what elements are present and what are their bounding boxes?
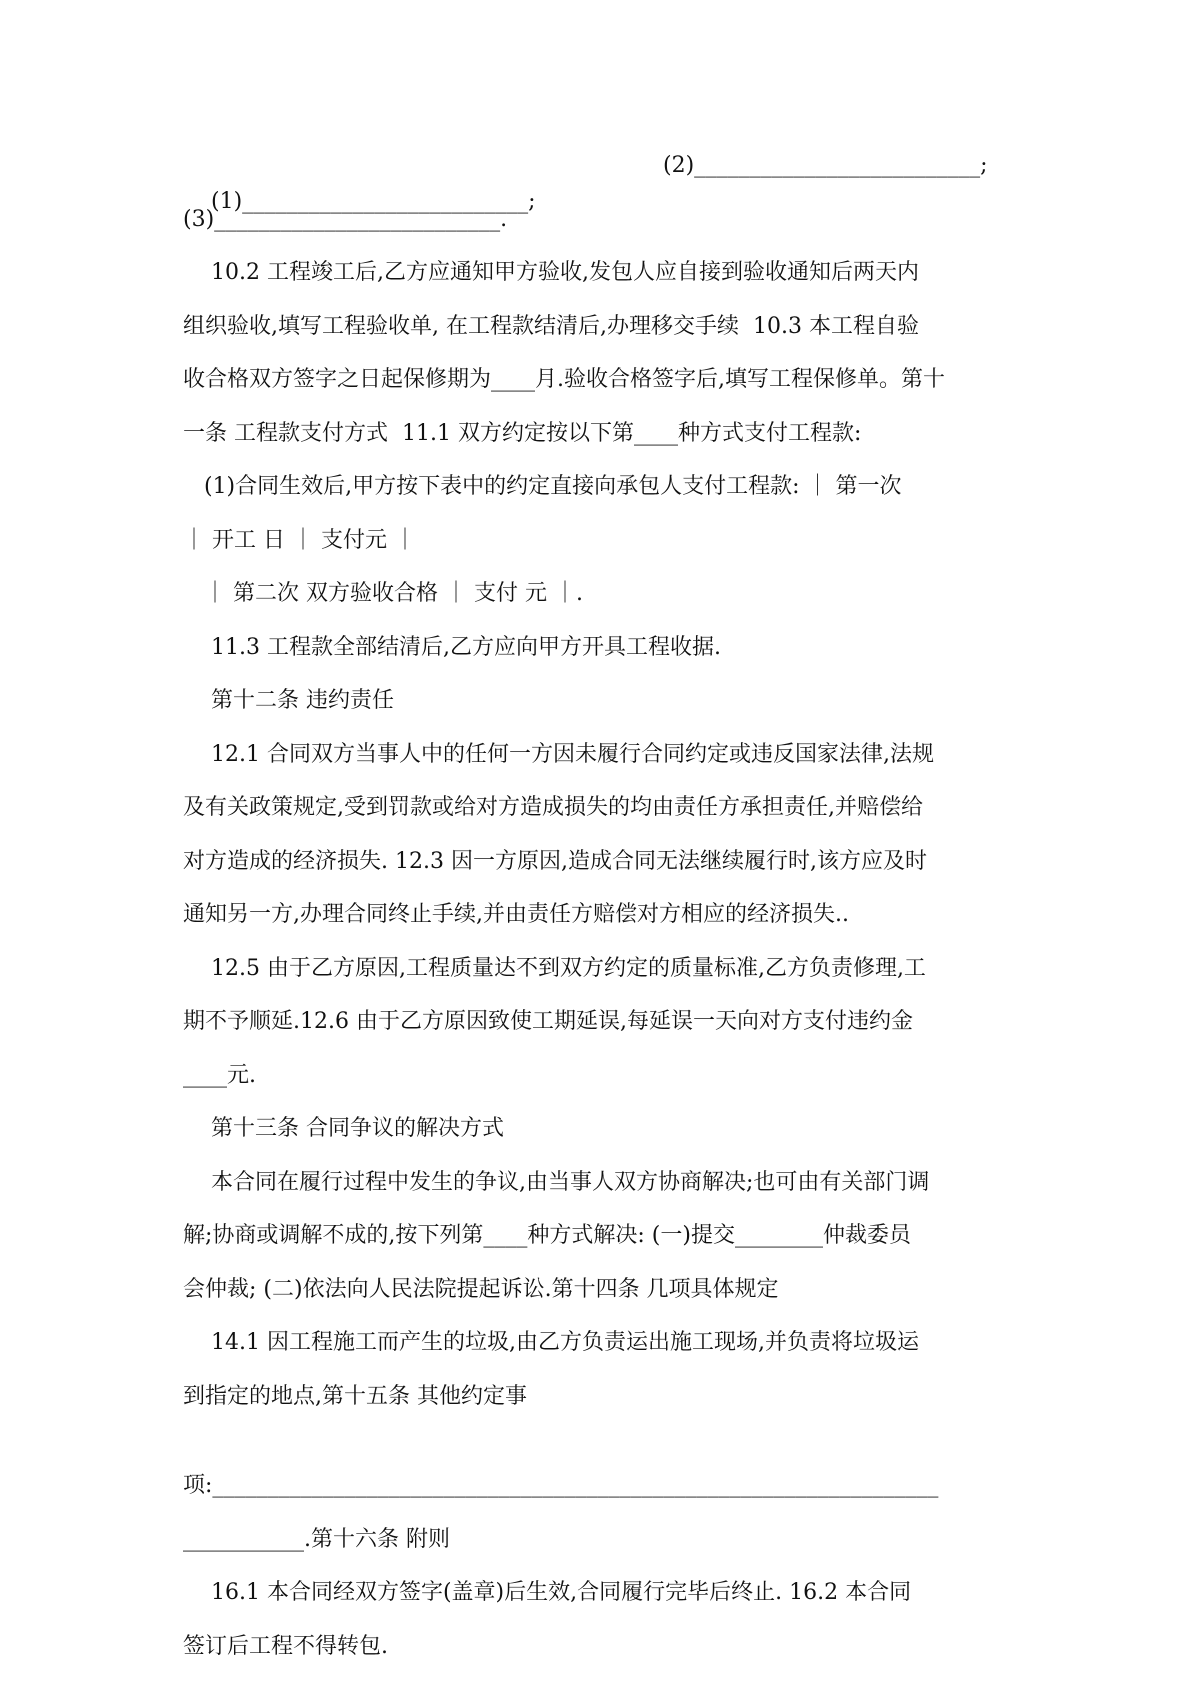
- text-line: 12.5 由于乙方原因,工程质量达不到双方约定的质量标准,乙方负责修理,工: [183, 955, 926, 981]
- text-line: 签订后工程不得转包.: [183, 1633, 388, 1659]
- text-line: 及有关政策规定,受到罚款或给对方造成损失的均由责任方承担责任,并赔偿给: [183, 795, 923, 820]
- blank-item-2: (2)__________________________;: [663, 153, 988, 178]
- blank-row-1: [183, 148, 1018, 214]
- text-line: 对方造成的经济损失. 12.3 因一方原因,造成合同无法继续履行时,该方应及时: [183, 848, 927, 874]
- text-line: 项:__________________________________________________________________: [183, 1473, 939, 1498]
- text-line: ｜ 第二次 双方验收合格 ｜ 支付 元 ｜.: [183, 581, 583, 606]
- text-line: ｜ 开工 日 ｜ 支付元 ｜: [183, 527, 416, 553]
- text-line: 会仲裁; (二)依法向人民法院提起诉讼.第十四条 几项具体规定: [183, 1276, 779, 1302]
- section-heading-12: 第十二条 违约责任: [183, 688, 394, 713]
- blank-item-3: (3)__________________________.: [183, 206, 508, 232]
- text-line: 期不予顺延.12.6 由于乙方原因致使工期延误,每延误一天向对方支付违约金: [183, 1009, 913, 1034]
- text-line: 11.3 工程款全部结清后,乙方应向甲方开具工程收据.: [183, 634, 721, 660]
- spacer: [183, 1432, 1018, 1468]
- text-line: (1)合同生效后,甲方按下表中的约定直接向承包人支付工程款: ｜ 第一次: [183, 474, 902, 499]
- text-line: 解;协商或调解不成的,按下列第____种方式解决: (一)提交________仲裁委员: [183, 1223, 911, 1248]
- text-line: ___________.第十六条 附则: [183, 1526, 450, 1552]
- text-line: 本合同在履行过程中发生的争议,由当事人双方协商解决;也可由有关部门调: [183, 1169, 930, 1195]
- text-line: ____元.: [183, 1062, 256, 1088]
- text-line: 通知另一方,办理合同终止手续,并由责任方赔偿对方相应的经济损失..: [183, 902, 849, 927]
- text-line: 12.1 合同双方当事人中的任何一方因未履行合同约定或违反国家法律,法规: [183, 741, 934, 767]
- text-line: 到指定的地点,第十五条 其他约定事: [183, 1383, 527, 1409]
- text-line: 16.1 本合同经双方签字(盖章)后生效,合同履行完毕后终止. 16.2 本合同: [183, 1580, 912, 1605]
- section-heading-13: 第十三条 合同争议的解决方式: [183, 1116, 504, 1141]
- contract-page: [183, 148, 1018, 1682]
- text-line: 10.2 工程竣工后,乙方应通知甲方验收,发包人应自接到验收通知后两天内: [183, 260, 919, 285]
- text-line: 一条 工程款支付方式 11.1 双方约定按以下第____种方式支付工程款:: [183, 420, 862, 446]
- blank-item-1: (1)__________________________;: [210, 189, 536, 214]
- text-line: 收合格双方签字之日起保修期为____月.验收合格签字后,填写工程保修单。第十: [183, 367, 945, 392]
- text-line: 组织验收,填写工程验收单, 在工程款结清后,办理移交手续 10.3 本工程自验: [183, 313, 919, 339]
- text-line: 14.1 因工程施工而产生的垃圾,由乙方负责运出施工现场,并负责将垃圾运: [183, 1330, 919, 1355]
